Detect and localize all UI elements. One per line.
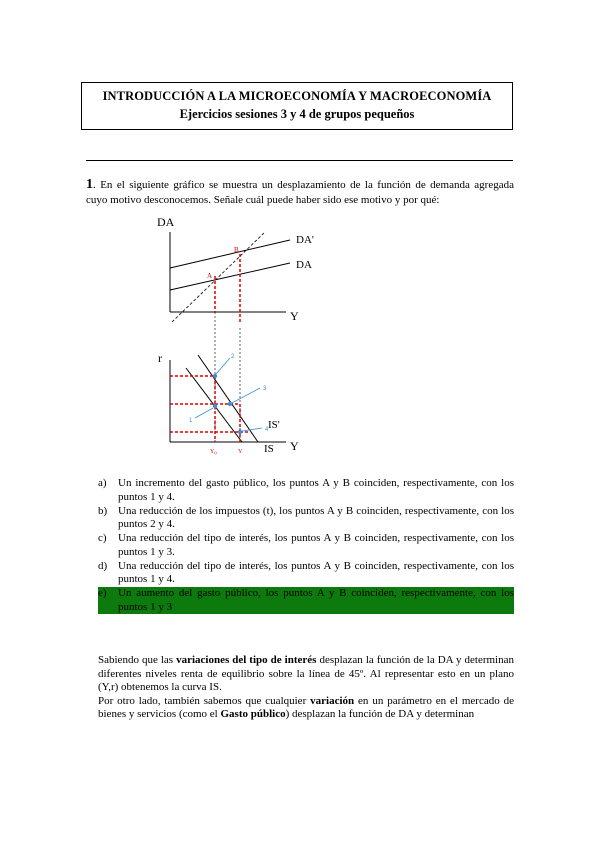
explanation-paragraph-1: Sabiendo que las variaciones del tipo de interés desplazan la función de la DA y determinan diferentes niveles renta de equilibrio sobre la línea de 45º. Al representar esto en un plano (Y,r) obtenemos la curva IS.	[98, 654, 514, 694]
question-statement	[86, 177, 514, 208]
marker-label-3: 3	[263, 386, 267, 392]
course-title: INTRODUCCIÓN A LA MICROECONOMÍA Y MACROECONOMÍA	[102, 89, 492, 103]
option-b-text: Una reducción de los impuestos (t), los puntos A y B coinciden, respectivamente, con los puntos 2 y 4.	[118, 504, 514, 530]
option-c-text: Una reducción del tipo de interés, los puntos A y B coinciden, respectivamente, con los puntos 1 y 3.	[118, 532, 514, 558]
option-d-label: d)	[98, 559, 108, 572]
explanation-paragraph-2: Por otro lado, también sabemos que cualquier variación en un parámetro en el mercado de bienes y servicios (como el Gasto público) desplazan la función de DA y determinan	[98, 694, 514, 721]
is-label: IS	[264, 443, 274, 455]
pointer-1	[195, 408, 213, 418]
da-curve	[170, 263, 290, 290]
marker-point-1	[213, 404, 217, 408]
option-e-highlighted[interactable]	[98, 587, 514, 614]
answer-options	[98, 477, 514, 615]
da-prime-curve	[170, 240, 290, 268]
y1-tick-label: Y	[238, 449, 243, 455]
option-a[interactable]	[98, 477, 514, 504]
option-c[interactable]	[98, 532, 514, 559]
marker-label-1: 1	[189, 418, 193, 424]
pointer-3	[232, 388, 260, 403]
option-c-label: c)	[98, 532, 107, 544]
question-number: 1	[86, 177, 93, 192]
question-text: . En el siguiente gráfico se muestra un desplazamiento de la función de demanda agregada cuyo motivo desconocemos. Señale cuál puede haber sido ese motivo y por qué:	[86, 179, 514, 206]
horizontal-divider	[86, 160, 513, 161]
da-is-figure	[150, 210, 330, 460]
option-a-label: a)	[98, 477, 107, 489]
option-a-text: Un incremento del gasto público, los puntos A y B coinciden, respectivamente, con los puntos 1 y 4.	[118, 477, 514, 503]
emphasis-variation: variación	[310, 694, 355, 707]
point-a-label: A	[207, 272, 213, 280]
emphasis-public-spending: Gasto público	[220, 708, 286, 721]
marker-label-4: 4	[265, 427, 269, 433]
pointer-4	[242, 428, 262, 431]
top-x-axis-label: Y	[290, 309, 299, 323]
is-prime-curve	[198, 355, 258, 442]
marker-point-4	[238, 430, 242, 434]
bottom-x-axis-label: Y	[290, 439, 299, 453]
emphasis-interest-rate: variaciones del tipo de interés	[176, 654, 317, 666]
marker-label-2: 2	[231, 354, 235, 360]
point-b-label: B	[234, 246, 239, 254]
marker-point-2	[213, 374, 217, 378]
option-e-text: Un aumento del gasto público, los puntos A y B coinciden, respectivamente, con los puntos 1 y 3	[118, 587, 514, 613]
is-prime-label: IS'	[268, 419, 280, 431]
pointer-2	[216, 358, 230, 374]
option-b[interactable]	[98, 505, 514, 532]
header-box	[81, 82, 513, 130]
y0-tick-label: $Y_0$	[210, 449, 217, 456]
line-45-degrees	[172, 232, 265, 322]
exercise-subtitle: Ejercicios sesiones 3 y 4 de grupos pequeños	[179, 107, 415, 121]
bottom-y-axis-label: r	[158, 351, 162, 365]
option-d[interactable]	[98, 560, 514, 587]
top-y-axis-label: DA	[157, 215, 175, 229]
option-e-label: e)	[98, 587, 107, 599]
da-prime-label: DA'	[296, 234, 314, 246]
da-label: DA	[296, 259, 312, 271]
option-d-text: Una reducción del tipo de interés, los puntos A y B coinciden, respectivamente, con los puntos 1 y 4.	[118, 559, 514, 585]
marker-point-3	[228, 402, 232, 406]
explanation	[98, 654, 514, 722]
option-b-label: b)	[98, 504, 108, 517]
